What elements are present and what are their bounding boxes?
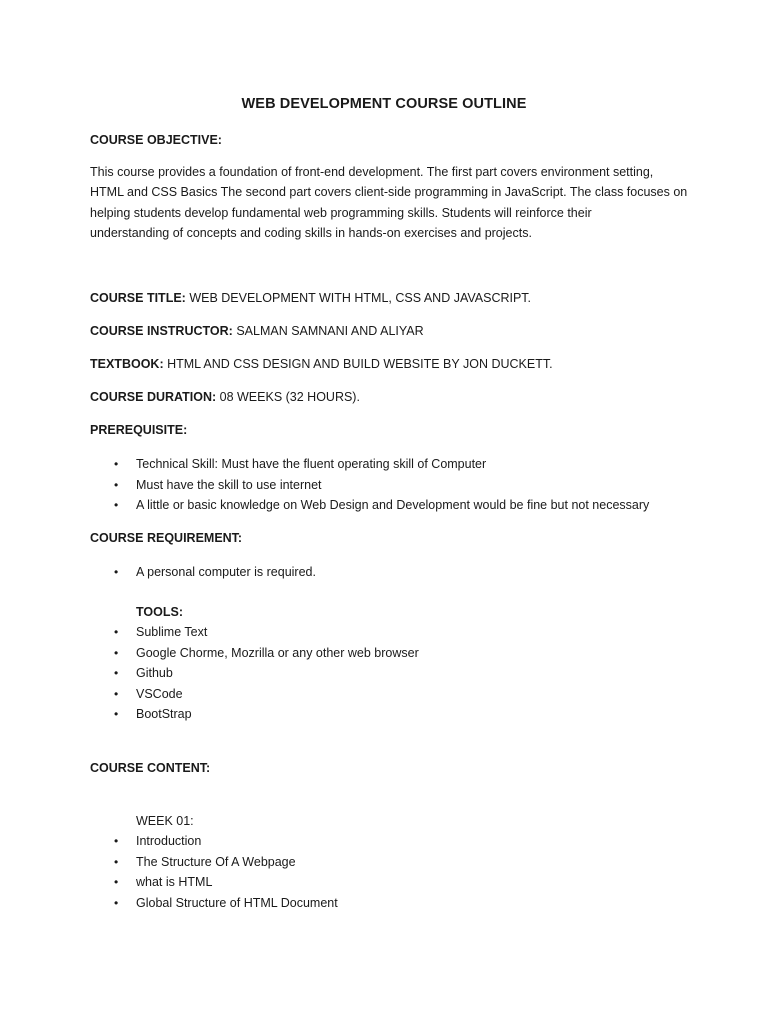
course-instructor-label: COURSE INSTRUCTOR: xyxy=(90,324,233,338)
tools-heading: TOOLS: xyxy=(136,605,183,619)
bullet-icon: • xyxy=(114,707,119,721)
requirement-list xyxy=(114,562,316,583)
objective-line: helping students develop fundamental web programming skills. Students will reinforce their xyxy=(90,205,592,220)
course-instructor-line xyxy=(90,321,424,341)
requirement-heading: COURSE REQUIREMENT: xyxy=(90,531,243,545)
list-item: • Sublime Text xyxy=(114,622,419,643)
objective-line: understanding of concepts and coding skills in hands-on exercises and projects. xyxy=(90,225,532,240)
list-item: • Technical Skill: Must have the fluent operating skill of Computer xyxy=(114,454,649,475)
list-item: • Global Structure of HTML Document xyxy=(114,893,338,914)
bullet-icon: • xyxy=(114,834,119,848)
list-item: • A little or basic knowledge on Web Design and Development would be fine but not necessary xyxy=(114,495,649,516)
objective-paragraph xyxy=(90,162,690,243)
bullet-icon: • xyxy=(114,565,119,579)
objective-heading: COURSE OBJECTIVE: xyxy=(90,133,222,147)
bullet-icon: • xyxy=(114,895,119,910)
bullet-icon: • xyxy=(114,875,119,889)
bullet-icon: • xyxy=(114,498,119,512)
list-item: • BootStrap xyxy=(114,704,419,725)
list-item: • Introduction xyxy=(114,831,338,852)
course-duration-line xyxy=(90,387,360,407)
list-item: • Must have the skill to use internet xyxy=(114,475,649,496)
bullet-icon: • xyxy=(114,625,119,639)
course-duration-label: COURSE DURATION: xyxy=(90,390,217,404)
bullet-icon: • xyxy=(114,686,119,701)
prerequisite-list xyxy=(114,454,649,516)
objective-line: This course provides a foundation of front-end development. The first part covers environment setting, xyxy=(90,165,654,179)
textbook-line xyxy=(90,354,553,374)
bullet-icon: • xyxy=(114,457,119,471)
list-item: • A personal computer is required. xyxy=(114,562,316,583)
list-item: • Google Chorme, Mozrilla or any other web browser xyxy=(114,643,419,664)
course-title-value: WEB DEVELOPMENT WITH HTML, CSS AND JAVASCRIPT. xyxy=(185,291,532,305)
objective-line: HTML and CSS Basics The second part covers client-side programming in JavaScript. The class focuses on xyxy=(90,185,688,200)
course-duration-value: 08 WEEKS (32 HOURS). xyxy=(216,390,360,404)
bullet-icon: • xyxy=(114,477,119,492)
list-item: • The Structure Of A Webpage xyxy=(114,852,338,873)
document-title: WEB DEVELOPMENT COURSE OUTLINE xyxy=(241,96,527,112)
bullet-icon: • xyxy=(114,666,119,680)
list-item: • Github xyxy=(114,663,419,684)
tools-list xyxy=(114,622,419,725)
list-item: • what is HTML xyxy=(114,872,338,893)
course-title-line xyxy=(90,288,531,308)
course-title-label: COURSE TITLE: xyxy=(90,291,186,305)
content-heading: COURSE CONTENT: xyxy=(90,761,211,775)
list-item: • VSCode xyxy=(114,684,419,705)
bullet-icon: • xyxy=(114,854,119,869)
week-list xyxy=(114,831,338,913)
bullet-icon: • xyxy=(114,645,119,660)
textbook-label: TEXTBOOK: xyxy=(90,357,164,371)
prerequisite-heading: PREREQUISITE: xyxy=(90,423,188,437)
textbook-value: HTML AND CSS DESIGN AND BUILD WEBSITE BY JON DUCKETT. xyxy=(163,357,553,371)
course-instructor-value: SALMAN SAMNANI AND ALIYAR xyxy=(232,324,424,338)
week-heading: WEEK 01: xyxy=(136,814,194,828)
